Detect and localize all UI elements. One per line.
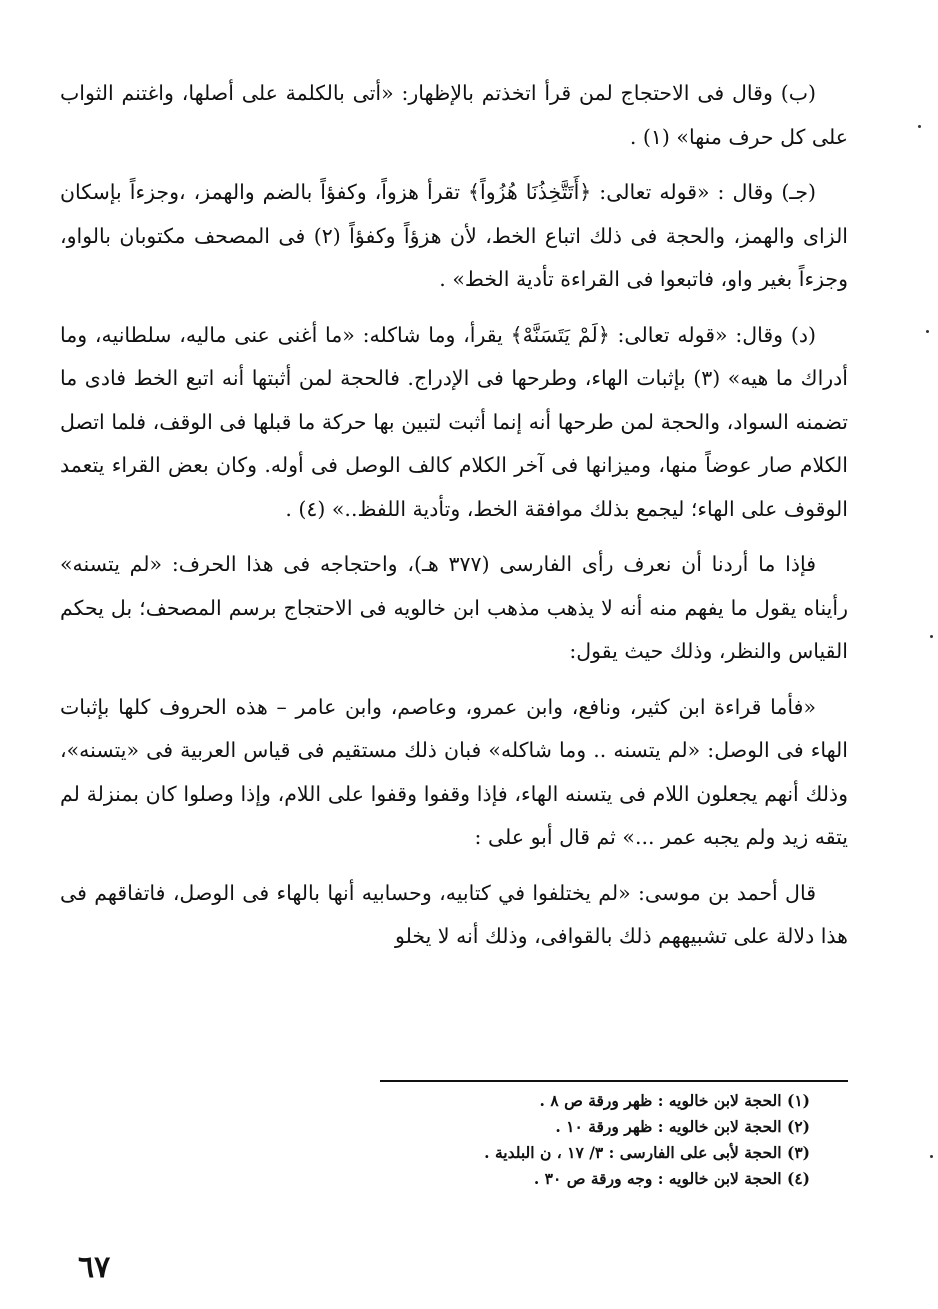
scan-speck xyxy=(930,635,933,638)
paragraph-ahmad: قال أحمد بن موسى: «لم يختلفوا في كتابيه، وحسابيه أنها بالهاء فى الوصل، فاتفاقهم فى هذا دلالة على تشبيههم ذلك بالقوافى، وذلك أنه لا يخلو xyxy=(60,880,848,948)
footnotes xyxy=(340,1088,810,1192)
scan-speck xyxy=(930,1155,933,1158)
page-number: ٦٧ xyxy=(78,1250,111,1285)
footnote-3: (٣) الحجة لأبى على الفارسى : ٣/ ١٧ ، ن البلدية . xyxy=(484,1143,810,1162)
scan-speck xyxy=(926,330,929,333)
paragraph-b: (ب) وقال فى الاحتجاج لمن قرأ اتخذتم بالإظهار: «أتى بالكلمة على أصلها، واغتنم الثواب على كل حرف منها» (١) . xyxy=(60,81,848,149)
footnote-divider xyxy=(380,1080,848,1082)
scan-speck xyxy=(918,125,921,128)
paragraph-farisi: فإذا ما أردنا أن نعرف رأى الفارسى (٣٧٧ هـ)، واحتجاجه فى هذا الحرف: «لم يتسنه» رأيناه يقول ما يفهم منه أنه لا يذهب مذهب ابن خالويه فى الاحتجاج برسم المصحف؛ بل يحكم القياس والنظر، وذلك حيث يقول: xyxy=(60,552,848,663)
page-body xyxy=(60,72,848,971)
footnote-4: (٤) الحجة لابن خالويه : وجه ورقة ص ٣٠ . xyxy=(533,1169,810,1188)
footnote-2: (٢) الحجة لابن خالويه : ظهر ورقة ١٠ . xyxy=(555,1117,810,1136)
paragraph-j: (جـ) وقال : «قوله تعالى: ﴿أَتَتَّخِذُنَا هُزُواً﴾ تقرأ هزواً، وكفؤاً بالضم والهمز، ،وجزءاً بإسكان الزاى والهمز، والحجة فى ذلك اتباع الخط، لأن هزؤاً وكفؤاً (٢) فى المصحف مكتوبان بالواو، وجزءاً بغير واو، فاتبعوا فى القراءة تأدية الخط» . xyxy=(60,180,849,291)
paragraph-d: (د) وقال: «قوله تعالى: ﴿لَمْ يَتَسَنَّهْ﴾ يقرأ، وما شاكله: «ما أغنى عنى ماليه، سلطانيه، وما أدراك ما هيه» (٣) بإثبات الهاء، وطرحها فى الإدراج. فالحجة لمن أثبتها أنه اتبع الخط فادى ما تضمنه السواد، والحجة لمن طرحها أنه إنما أثبت لتبين بها حركة ما قبلها فى الوقف، فلما اتصل الكلام صار عوضاً منها، وميزانها فى آخر الكلام كالف الوصل فى أوله. وكان بعض القراء يتعمد الوقوف على الهاء؛ ليجمع بذلك موافقة الخط، وتأدية اللفظ..» (٤) . xyxy=(60,322,848,521)
paragraph-quote: «فأما قراءة ابن كثير، ونافع، وابن عمرو، وعاصم، وابن عامر – هذه الحروف كلها بإثبات الهاء فى الوصل: «لم يتسنه .. وما شاكله» فبان ذلك مستقيم فى قياس العربية فى «يتسنه»، وذلك أنهم يجعلون اللام فى يتسنه الهاء، فإذا وقفوا وقفوا على اللام، وإذا وصلوا كان بمنزلة لم يتقه زيد ولم يجبه عمر ...» ثم قال أبو على : xyxy=(60,694,848,849)
footnote-1: (١) الحجة لابن خالويه : ظهر ورقة ص ٨ . xyxy=(539,1091,810,1110)
